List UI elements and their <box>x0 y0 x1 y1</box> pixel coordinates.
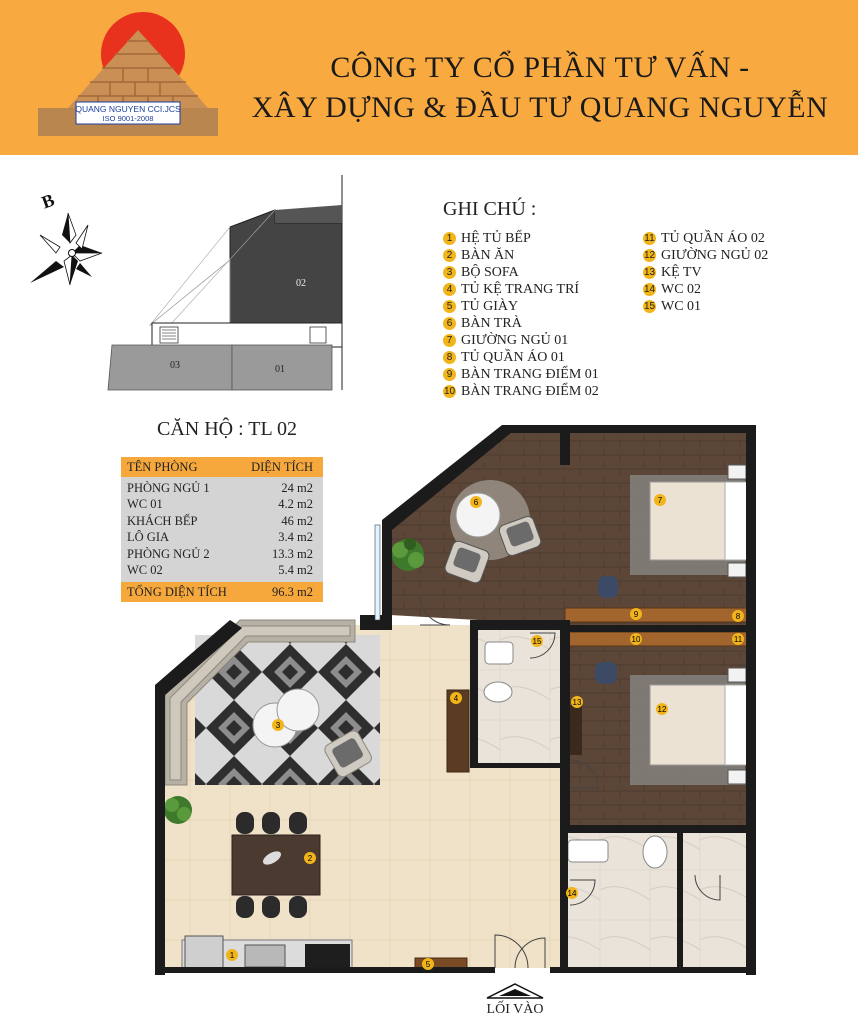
table-row: LÔ GIA 3.4 m2 <box>127 530 313 545</box>
legend-column-1 <box>443 230 599 400</box>
wc-02-toilet <box>643 836 667 868</box>
marker-13: 13 <box>572 698 582 707</box>
marker-9: 9 <box>633 610 639 619</box>
marker-12: 12 <box>657 705 667 714</box>
site-key-plan <box>20 165 350 395</box>
site-label-03: 03 <box>170 360 180 371</box>
legend-title: GHI CHÚ : <box>443 198 537 220</box>
wc-02-basin <box>568 840 608 862</box>
marker-badge: 14 <box>643 284 656 295</box>
entry-label: LỐI VÀO <box>486 1002 544 1017</box>
marker-2: 2 <box>307 854 313 863</box>
company-name <box>235 48 845 128</box>
tv-shelf <box>570 705 582 755</box>
marker-1: 1 <box>229 951 235 960</box>
header-area: DIỆN TÍCH <box>251 459 313 474</box>
marker-14: 14 <box>567 889 577 898</box>
marker-badge: 4 <box>443 283 456 296</box>
marker-6: 6 <box>473 498 479 507</box>
logo-text-2: ISO 9001-2008 <box>102 114 154 123</box>
marker-badge: 13 <box>643 267 656 278</box>
company-logo <box>38 8 218 136</box>
building-02 <box>230 210 342 325</box>
header-banner <box>0 0 858 155</box>
wc-01-basin <box>485 642 513 664</box>
legend-item: 10 BÀN TRANG ĐIỂM 02 <box>443 383 599 399</box>
table-row: WC 01 4.2 m2 <box>127 497 313 512</box>
vanity-chair-1 <box>598 576 618 598</box>
legend <box>443 198 843 399</box>
table-row: PHÒNG NGỦ 1 24 m2 <box>127 480 313 495</box>
marker-badge: 3 <box>443 266 456 279</box>
marker-10: 10 <box>631 635 641 644</box>
legend-item: 5 TỦ GIÀY <box>443 298 599 315</box>
legend-column-2 <box>643 230 768 315</box>
entry-arrow-icon <box>485 982 545 1000</box>
table-row: KHÁCH BẾP 46 m2 <box>127 513 313 528</box>
marker-badge: 10 <box>443 386 456 397</box>
marker-badge: 6 <box>443 317 456 330</box>
marker-8: 8 <box>735 612 741 621</box>
sink <box>245 945 285 967</box>
marker-badge: 15 <box>643 301 656 312</box>
cooktop <box>305 944 350 968</box>
marker-badge: 7 <box>443 334 456 347</box>
marker-3: 3 <box>275 721 281 730</box>
wc-01-toilet <box>484 682 512 702</box>
marker-11: 11 <box>733 635 743 644</box>
marker-4: 4 <box>453 694 459 703</box>
wardrobe-2 <box>565 632 750 646</box>
legend-item: 9 BÀN TRANG ĐIỂM 01 <box>443 366 599 383</box>
legend-item: 3 BỘ SOFA <box>443 264 599 281</box>
marker-5: 5 <box>425 960 431 969</box>
legend-item: 6 BÀN TRÀ <box>443 315 599 332</box>
marker-badge: 5 <box>443 300 456 313</box>
legend-item: 4 TỦ KỆ TRANG TRÍ <box>443 281 599 298</box>
site-label-01: 01 <box>275 364 285 375</box>
legend-item: 11 TỦ QUẦN ÁO 02 <box>644 230 765 246</box>
marker-badge: 12 <box>643 250 656 261</box>
marker-badge: 2 <box>443 249 456 262</box>
vanity-chair-2 <box>595 662 617 684</box>
table-row: WC 02 5.4 m2 <box>127 563 313 578</box>
legend-item: 15 WC 01 <box>643 298 702 314</box>
site-label-02: 02 <box>296 278 306 289</box>
header-room: TÊN PHÒNG <box>127 459 198 474</box>
compass-icon <box>30 190 102 285</box>
plant-icon <box>164 796 192 824</box>
floor-plan <box>150 420 770 995</box>
marker-badge: 1 <box>443 232 456 245</box>
entry-indicator <box>460 982 570 1024</box>
legend-item: 13 KỆ TV <box>643 264 702 280</box>
compass-letter: B <box>38 189 58 213</box>
legend-item: 8 TỦ QUẦN ÁO 01 <box>443 349 599 366</box>
marker-badge: 11 <box>644 233 655 244</box>
legend-item: 1 HỆ TỦ BẾP <box>443 230 599 247</box>
marker-15: 15 <box>532 637 542 646</box>
company-line-1: CÔNG TY CỔ PHẦN TƯ VẤN - <box>330 51 750 84</box>
table-total-row: TỔNG DIỆN TÍCH 96.3 m2 <box>121 582 323 602</box>
marker-badge: 9 <box>443 368 456 381</box>
legend-item: 14 WC 02 <box>643 281 702 297</box>
company-line-2: XÂY DỰNG & ĐẦU TƯ QUANG NGUYỄN <box>251 91 829 124</box>
legend-item: 12 GIƯỜNG NGỦ 02 <box>643 247 769 263</box>
marker-7: 7 <box>657 496 663 505</box>
marker-badge: 8 <box>443 351 456 364</box>
fridge <box>185 936 223 970</box>
table-row: PHÒNG NGỦ 2 13.3 m2 <box>127 546 313 561</box>
dining-table <box>232 835 320 895</box>
apartment-title: CĂN HỘ : TL 02 <box>157 418 297 440</box>
legend-item: 2 BÀN ĂN <box>443 247 599 264</box>
logo-text-1: QUANG NGUYEN CCI.JCS <box>75 104 181 114</box>
legend-item: 7 GIƯỜNG NGỦ 01 <box>443 332 599 349</box>
wardrobe-1 <box>565 608 750 622</box>
